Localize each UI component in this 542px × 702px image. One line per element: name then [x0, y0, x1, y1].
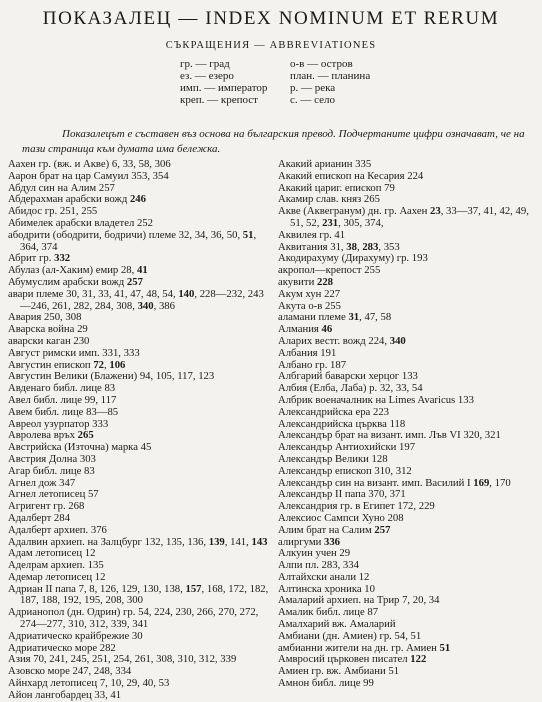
index-entry: Абдул син на Алим 257	[8, 181, 115, 194]
index-entry: Агнел дож 347	[8, 476, 76, 489]
index-entry: Август римски имп. 331, 333	[8, 346, 140, 359]
index-entry: Абулаз (ал-Хаким) емир 28, 41	[8, 264, 148, 277]
index-column-right	[278, 159, 536, 690]
intro-note: Показалецът е съставен въз основа на българския превод. Подчертаните цифри означават, че на тази страница към думата има бележка.	[22, 128, 525, 155]
index-entry: Амбиани (дн. Амиен) гр. 54, 51	[278, 629, 422, 642]
index-entry: Алмания 46	[278, 323, 333, 336]
index-entry: Абдерахман арабски вожд 246	[8, 193, 146, 206]
index-entry: акропол—крепост 255	[278, 264, 381, 277]
index-entry: Азия 70, 241, 245, 251, 254, 261, 308, 310, 312, 339	[8, 653, 237, 666]
index-entry: аварски каган 230	[8, 334, 90, 347]
index-entry: Адалберт архиеп. 376	[8, 523, 107, 536]
index-entry: Аквилея гр. 41	[278, 228, 346, 241]
index-entry: Аларих вестг. вожд 224, 340	[278, 334, 406, 347]
index-entry: Абумуслим арабски вожд 257	[8, 275, 143, 288]
index-entry: Алим брат на Салим 257	[278, 523, 391, 536]
index-entry: Александър син на визант. имп. Василий I 169, 170	[278, 476, 511, 489]
index-entry: Александър Антиохийски 197	[278, 441, 416, 454]
index-entry: Александрия гр. в Египет 172, 229	[278, 500, 435, 513]
index-entry: Акум хун 227	[278, 287, 341, 300]
index-entry: Акамир слав. княз 265	[278, 193, 380, 206]
index-entry: Амалик библ. лице 87	[278, 606, 379, 619]
index-entry: амбианни жители на дн. гр. Амиен 51	[278, 641, 451, 654]
index-entry: Абрит гр. 332	[8, 252, 71, 265]
index-entry: Азовско море 247, 248, 334	[8, 665, 132, 678]
index-entry: Айнхард летописец 7, 10, 29, 40, 53	[8, 677, 170, 690]
index-entry: Албания 191	[278, 346, 337, 359]
index-entry: Алтайхски анали 12	[278, 570, 370, 583]
abbreviation-item: креп. — крепост	[180, 94, 258, 106]
index-entry: Акакий епископ на Кесария 224	[278, 169, 424, 182]
index-entry: Александър II папа 370, 371	[278, 488, 406, 501]
index-entry: аламани племе 31, 47, 58	[278, 311, 392, 324]
index-entry: Александър епископ 310, 312	[278, 464, 412, 477]
index-entry: Акодирахуму (Дирахуму) гр. 193	[278, 252, 428, 265]
index-entry: Амалхарий вж. Амаларий	[278, 618, 396, 631]
abbreviations-list-left	[180, 58, 280, 106]
index-entry: Албия (Елба, Лаба) р. 32, 33, 54	[278, 382, 423, 395]
index-entry: Аварска война 29	[8, 323, 88, 336]
index-entry: Алексиос Сампси Хуно 208	[278, 511, 404, 524]
index-entry: авари племе 30, 31, 33, 41, 47, 48, 54, 140, 228—232, 243—246, 261, 282, 284, 308, 340, 386	[8, 287, 264, 312]
index-entry: Албрик военачалник на Limes Avaricus 133	[278, 393, 474, 406]
abbreviation-item: имп. — император	[180, 82, 268, 94]
index-entry: Акве (Аквегранум) дн. гр. Аахен 23, 33—37, 41, 42, 49, 51, 52, 231, 305, 374,	[278, 205, 529, 229]
index-entry: Агригент гр. 268	[8, 500, 85, 513]
index-entry: Александрийска ера 223	[278, 405, 390, 418]
index-entry: Аквитания 31, 38, 283, 353	[278, 240, 400, 253]
index-entry: алиргуми 336	[278, 535, 341, 548]
index-entry: Амвросий църковен писател 122	[278, 653, 427, 666]
index-entry: Адриатическо крайбрежие 30	[8, 629, 143, 642]
abbreviations-heading: СЪКРАЩЕНИЯ — ABBREVIATIONES	[165, 40, 377, 51]
index-entry: Амиен гр. вж. Амбиани 51	[278, 665, 400, 678]
index-entry: Авел библ. лице 99, 117	[8, 393, 117, 406]
index-entry: Августин епископ 72, 106	[8, 358, 126, 371]
index-entry: Амаларий архиеп. на Трир 7, 20, 34	[278, 594, 440, 607]
page-title: ПОКАЗАЛЕЦ — INDEX NOMINUM ET RERUM	[42, 8, 500, 29]
index-entry: Адалвин архиеп. на Залцбург 132, 135, 136, 139, 141, 143	[8, 535, 268, 548]
index-entry: Адемар летописец 12	[8, 570, 106, 583]
index-entry: Акакий цариг. епископ 79	[278, 181, 395, 194]
index-entry: Александрийска църква 118	[278, 417, 406, 430]
index-entry: Александър брат на визант. имп. Лъв VI 320, 321	[278, 429, 501, 442]
abbreviation-item: гр. — град	[180, 58, 230, 70]
index-entry: Австрия Долна 303	[8, 452, 96, 465]
index-entry: Адрианопол (дн. Одрин) гр. 54, 224, 230, 266, 270, 272, 274—277, 310, 312, 339, 341	[8, 606, 259, 631]
index-entry: Албгарий баварски херцог 133	[278, 370, 418, 383]
index-entry: Авем библ. лице 83—85	[8, 405, 119, 418]
index-entry: Адам летописец 12	[8, 547, 96, 560]
abbreviation-item: о-в — остров	[290, 58, 353, 70]
index-entry: Авролева връх 265	[8, 429, 94, 442]
index-entry: Албано гр. 187	[278, 358, 347, 371]
index-entry: Адалберт 284	[8, 511, 70, 524]
abbreviation-item: ез. — езеро	[180, 70, 234, 82]
index-entry: Агнел летописец 57	[8, 488, 99, 501]
abbreviation-item: р. — река	[290, 82, 336, 94]
index-entry: Авреол узурпатор 333	[8, 417, 109, 430]
abbreviation-item: план. — планина	[290, 70, 371, 82]
index-entry: Адриатическо море 282	[8, 641, 116, 654]
index-entry: Августин Велики (Блажени) 94, 105, 117, 123	[8, 370, 215, 383]
index-entry: Адриан II папа 7, 8, 126, 129, 130, 138, 157, 168, 172, 182, 187, 188, 192, 195, 208, 300	[8, 582, 269, 607]
index-entry: Алтинска хроника 10	[278, 582, 375, 595]
abbreviation-item: с. — село	[290, 94, 336, 106]
index-entry: акувити 228	[278, 275, 333, 288]
index-entry: Авария 250, 308	[8, 311, 82, 324]
index-entry: Айон лангобардец 33, 41	[8, 688, 122, 701]
index-entry: Абидос гр. 251, 255	[8, 205, 98, 218]
index-entry: Алкуин учен 29	[278, 547, 351, 560]
index-entry: Аделрам архиеп. 135	[8, 559, 104, 572]
index-entry: Аахен гр. (вж. и Акве) 6, 33, 58, 306	[8, 158, 171, 170]
index-entry: Акута о-в 255	[278, 299, 341, 312]
index-entry: Александър Велики 128	[278, 452, 388, 465]
index-entry: Абимелек арабски владетел 252	[8, 216, 153, 229]
index-entry: Амнон библ. лице 99	[278, 677, 374, 690]
index-entry: Авденаго библ. лице 83	[8, 382, 116, 395]
index-entry: Агар библ. лице 83	[8, 464, 95, 477]
index-entry: Аарон брат на цар Самуил 353, 354	[8, 169, 169, 182]
index-entry: Алпи пл. 283, 334	[278, 559, 359, 572]
index-column-left	[8, 159, 270, 702]
index-entry: Австрийска (Източна) марка 45	[8, 441, 152, 454]
abbreviations-list-right	[290, 58, 430, 106]
index-entry: абодрити (ободрити, бодричи) племе 32, 34, 36, 50, 51, 364, 374	[8, 228, 257, 253]
index-entry: Акакий арианин 335	[278, 158, 372, 170]
